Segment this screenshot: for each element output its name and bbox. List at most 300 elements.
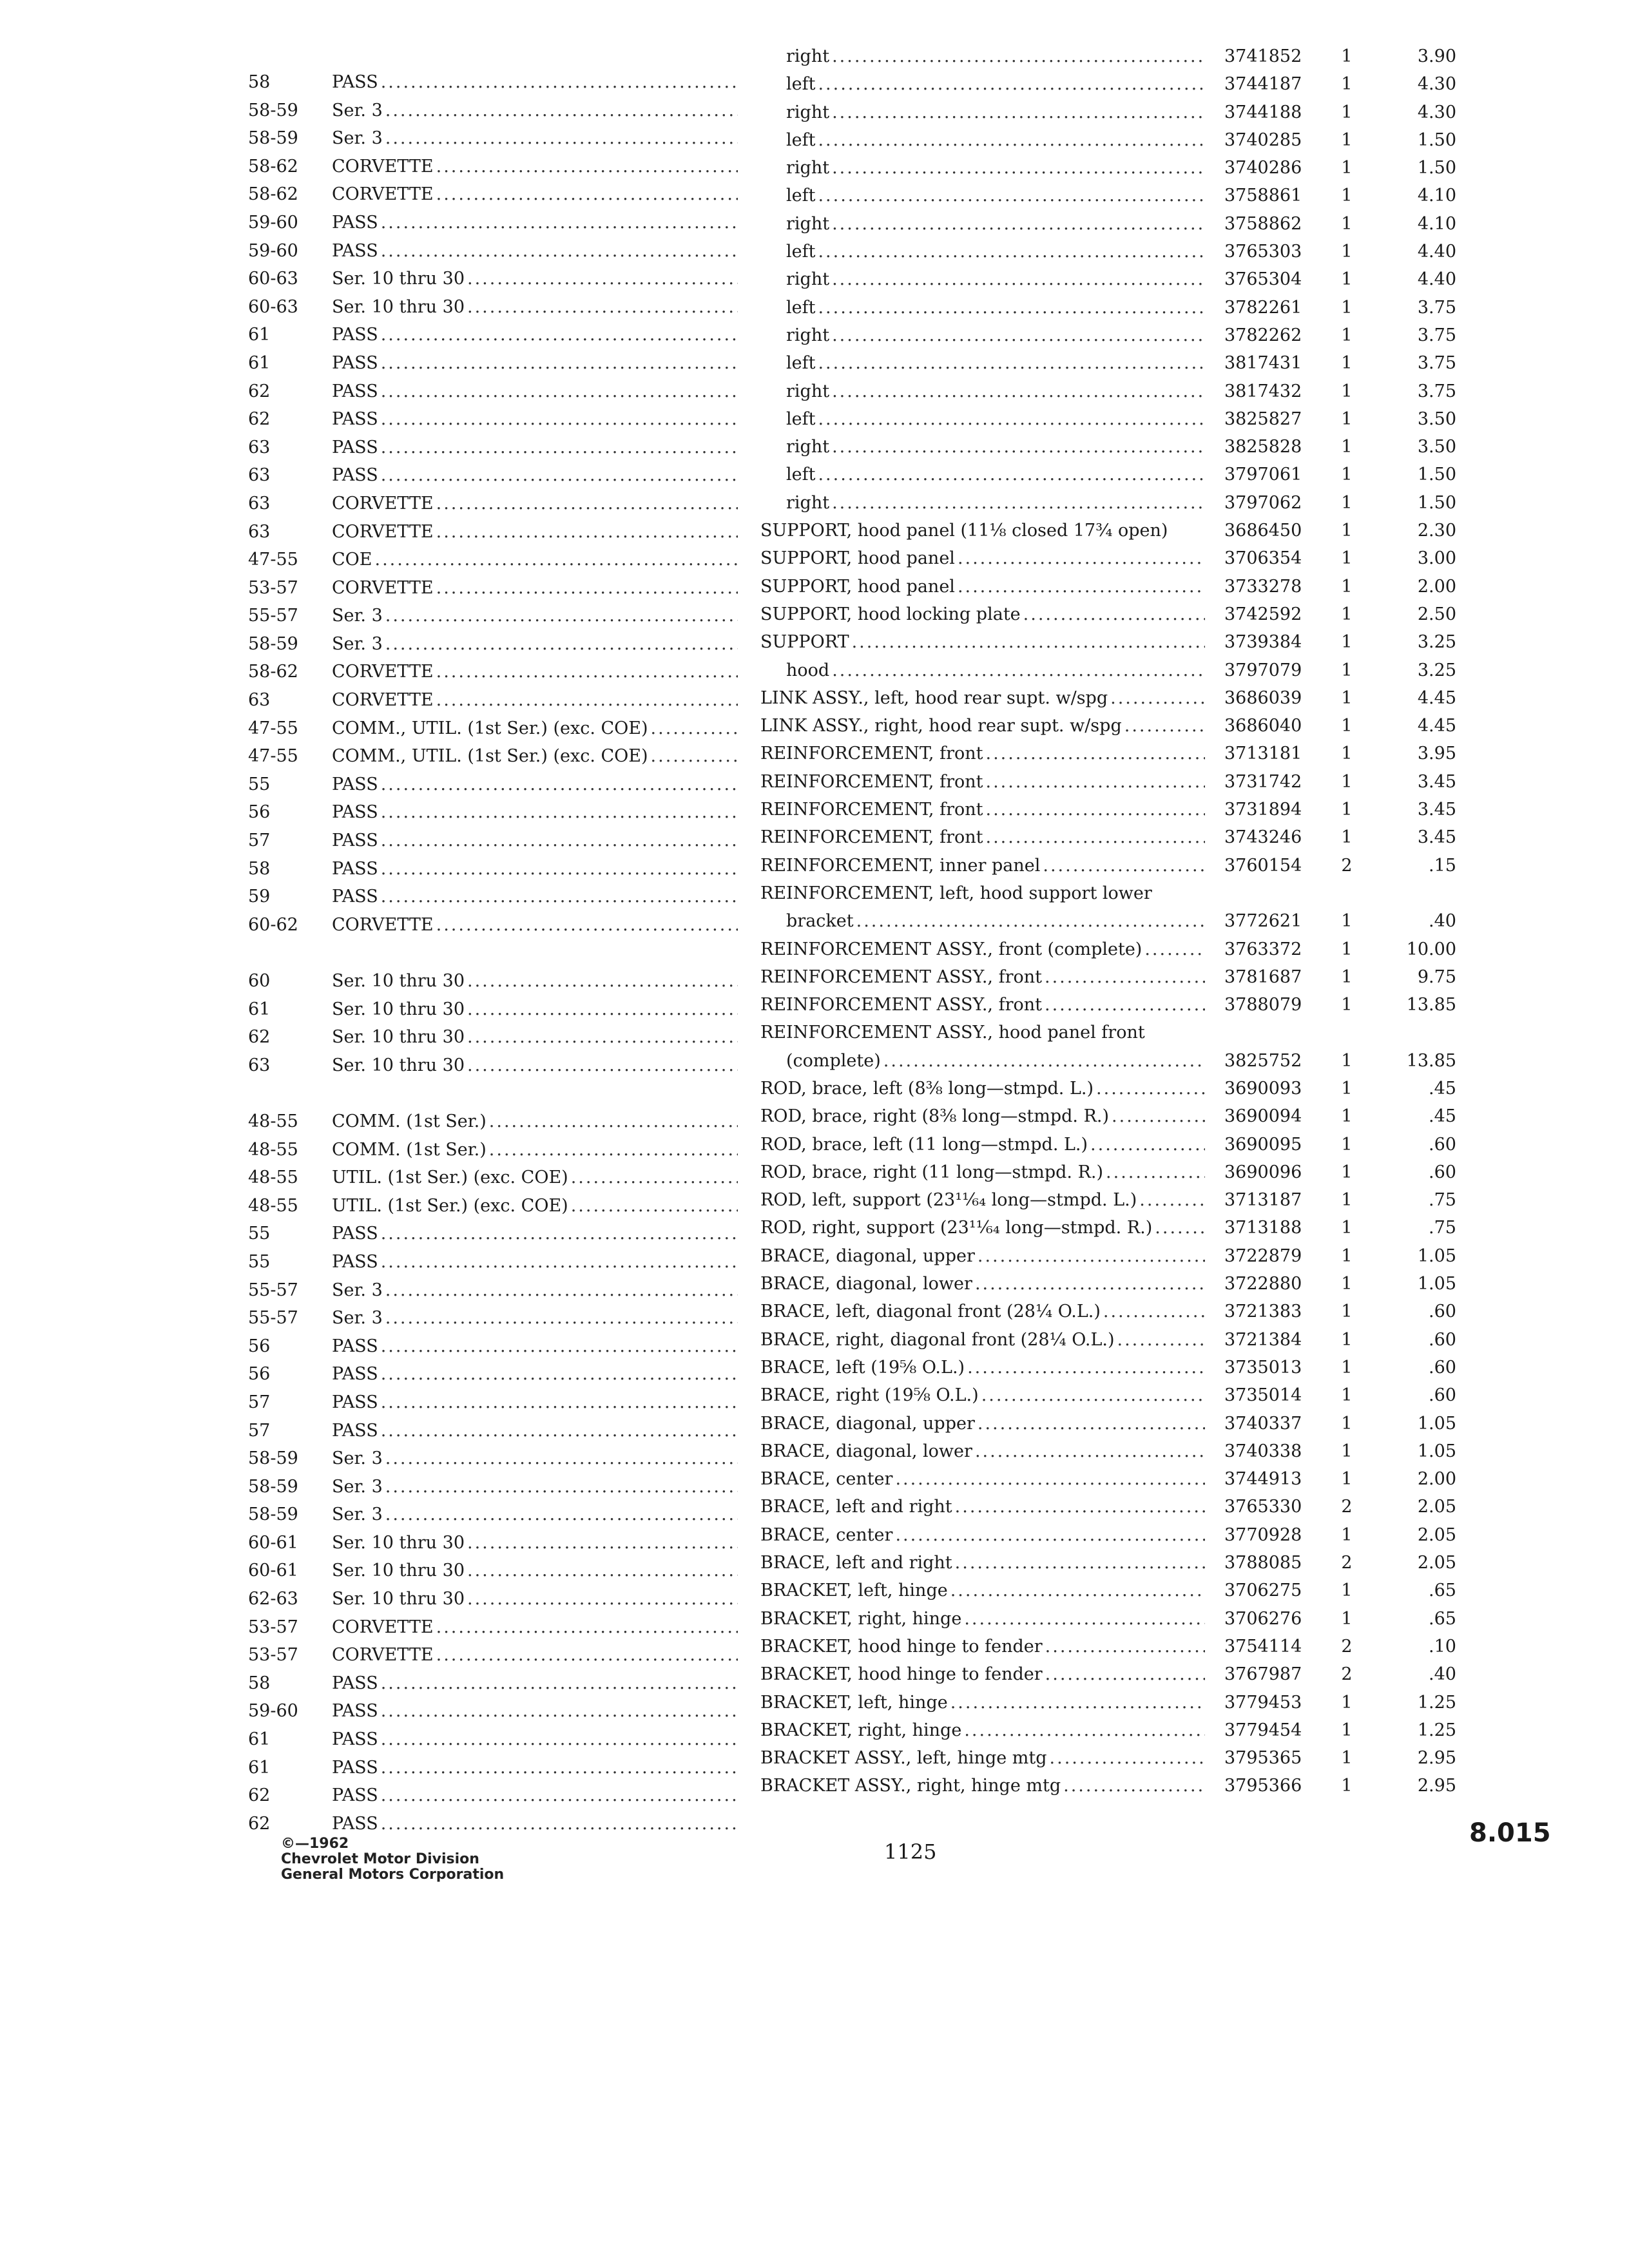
part-description (760, 1158, 1205, 1186)
part-number: 3795366 (1224, 1776, 1302, 1796)
parts-row (760, 601, 1495, 628)
part-number: 3721383 (1224, 1302, 1302, 1322)
description-text: ROD, brace, right (8⅜ long—stmpd. R.) (760, 1106, 1110, 1127)
model-application (332, 1501, 738, 1529)
part-description (760, 823, 1205, 851)
application-row (248, 237, 738, 265)
leader-dots (832, 657, 1205, 684)
part-description (760, 1605, 1205, 1633)
model-application (332, 1164, 738, 1192)
description-text: BRACKET ASSY., left, hinge mtg (760, 1748, 1047, 1769)
model-name: CORVETTE (332, 521, 434, 542)
application-row (248, 1697, 738, 1725)
quantity: 1 (1341, 771, 1353, 792)
part-number: 3706354 (1224, 548, 1302, 569)
list-price: 4.30 (1417, 74, 1456, 95)
leader-dots (381, 1754, 738, 1782)
parts-row (760, 1102, 1495, 1130)
model-year: 60-62 (248, 914, 298, 935)
quantity: 1 (1341, 800, 1353, 820)
application-row (248, 1725, 738, 1754)
leader-dots (950, 1577, 1205, 1604)
quantity: 1 (1341, 1524, 1353, 1545)
quantity: 1 (1341, 1218, 1353, 1238)
list-price: .45 (1429, 1106, 1456, 1127)
page-number: 1125 (884, 1840, 937, 1864)
model-year: 58-59 (248, 1448, 298, 1469)
list-price: 1.05 (1417, 1245, 1456, 1266)
model-year: 61 (248, 1729, 271, 1750)
application-row (248, 1641, 738, 1669)
quantity: 1 (1341, 1302, 1353, 1322)
model-year: 55-57 (248, 1280, 298, 1300)
part-description (760, 1689, 1205, 1716)
quantity: 1 (1341, 1720, 1353, 1740)
model-year: 59-60 (248, 240, 298, 261)
part-description (786, 154, 1205, 182)
leader-dots (467, 265, 738, 293)
application-row (248, 1389, 738, 1417)
leader-dots (436, 490, 738, 518)
model-year: 47-55 (248, 718, 298, 738)
description-text: BRACE, right, diagonal front (28¼ O.L.) (760, 1329, 1115, 1350)
part-description (760, 1716, 1205, 1744)
part-description (786, 182, 1205, 209)
leader-dots (467, 967, 738, 995)
model-name: UTIL. (1st Ser.) (exc. COE) (332, 1195, 568, 1216)
part-description (760, 740, 1205, 767)
model-application (332, 237, 738, 265)
application-row (248, 1304, 738, 1332)
application-row (248, 1445, 738, 1473)
leader-dots (381, 855, 738, 883)
list-price: 3.75 (1417, 381, 1456, 401)
parts-row (760, 768, 1495, 796)
part-description (760, 1354, 1205, 1381)
application-column (248, 68, 738, 1838)
model-application (332, 461, 738, 490)
model-name: Ser. 3 (332, 128, 383, 149)
list-price: 2.05 (1417, 1553, 1456, 1573)
quantity: 1 (1341, 1413, 1353, 1434)
list-price: 1.50 (1417, 158, 1456, 178)
description-text: right (786, 102, 830, 122)
description-text: BRACE, center (760, 1524, 893, 1545)
part-description (786, 294, 1205, 322)
parts-row (760, 43, 1495, 70)
leader-dots (385, 602, 738, 630)
quantity: 1 (1341, 576, 1353, 597)
leader-dots (1155, 1214, 1205, 1242)
model-application (332, 321, 738, 349)
quantity: 1 (1341, 269, 1353, 290)
leader-dots (955, 1493, 1205, 1521)
leader-dots (964, 1605, 1205, 1633)
model-application (332, 1613, 738, 1642)
quantity: 1 (1341, 1469, 1353, 1490)
part-description (786, 1047, 1205, 1075)
application-row (248, 461, 738, 490)
part-number: 3690093 (1224, 1078, 1302, 1099)
parts-row (760, 823, 1495, 851)
model-application (332, 1445, 738, 1473)
application-row (248, 1164, 738, 1192)
model-name: COMM., UTIL. (1st Ser.) (exc. COE) (332, 718, 648, 738)
quantity: 1 (1341, 911, 1353, 932)
model-year: 55 (248, 774, 271, 794)
quantity: 1 (1341, 297, 1353, 318)
parts-row (760, 1716, 1495, 1744)
leader-dots (436, 180, 738, 209)
parts-row (760, 991, 1495, 1019)
description-text: BRACE, diagonal, lower (760, 1441, 972, 1461)
part-number: 3743246 (1224, 827, 1302, 848)
parts-row (760, 322, 1495, 349)
leader-dots (950, 1689, 1205, 1716)
list-price: 13.85 (1406, 1050, 1456, 1071)
leader-dots (1112, 1102, 1205, 1130)
part-number: 3765304 (1224, 269, 1302, 290)
quantity: 1 (1341, 1581, 1353, 1601)
part-description (760, 1465, 1205, 1493)
application-row (248, 883, 738, 911)
quantity: 1 (1341, 213, 1353, 234)
application-row (248, 1529, 738, 1557)
list-price: 4.10 (1417, 186, 1456, 206)
model-application (332, 658, 738, 686)
part-number: 3686040 (1224, 716, 1302, 736)
list-price: 4.10 (1417, 213, 1456, 234)
model-name: PASS (332, 1757, 378, 1778)
application-row (248, 1108, 738, 1136)
parts-column (760, 43, 1495, 1800)
part-number: 3788085 (1224, 1553, 1302, 1573)
part-description (786, 349, 1205, 377)
model-application (332, 1697, 738, 1725)
part-description (786, 433, 1205, 461)
part-description (760, 768, 1205, 796)
leader-dots (883, 1047, 1205, 1075)
model-year: 53-57 (248, 577, 298, 598)
model-name: Ser. 10 thru 30 (332, 1561, 465, 1581)
leader-dots (1043, 852, 1205, 879)
model-year: 62 (248, 409, 271, 430)
leader-dots (1096, 1075, 1205, 1102)
model-name: PASS (332, 1729, 378, 1750)
part-number: 3740285 (1224, 130, 1302, 150)
part-number: 3754114 (1224, 1636, 1302, 1657)
part-description (786, 265, 1205, 293)
part-number: 3744188 (1224, 102, 1302, 122)
list-price: 13.85 (1406, 995, 1456, 1015)
list-price: .45 (1429, 1078, 1456, 1099)
model-application (332, 967, 738, 995)
model-year: 61 (248, 352, 271, 373)
model-name: PASS (332, 831, 378, 851)
model-name: Ser. 3 (332, 1280, 383, 1300)
parts-row (760, 126, 1495, 154)
parts-row (760, 1214, 1495, 1242)
list-price: .10 (1429, 1636, 1456, 1657)
application-row (248, 1557, 738, 1585)
leader-dots (385, 124, 738, 153)
leader-dots (818, 182, 1205, 209)
model-application (332, 1389, 738, 1417)
leader-dots (436, 1641, 738, 1669)
quantity: 1 (1341, 1608, 1353, 1629)
model-name: PASS (332, 72, 378, 92)
list-price: 1.05 (1417, 1413, 1456, 1434)
model-application (332, 1417, 738, 1445)
leader-dots (381, 461, 738, 490)
leader-dots (975, 1437, 1205, 1465)
description-text: ROD, right, support (23¹¹⁄₆₄ long—stmpd. R.) (760, 1218, 1153, 1238)
part-number: 3731894 (1224, 800, 1302, 820)
model-year: 57 (248, 831, 271, 851)
parts-row (760, 1075, 1495, 1102)
model-application (332, 1136, 738, 1164)
quantity: 1 (1341, 1274, 1353, 1294)
list-price: 3.95 (1417, 744, 1456, 764)
parts-row (760, 1047, 1495, 1075)
model-year: 48-55 (248, 1139, 298, 1160)
model-year: 62-63 (248, 1589, 298, 1610)
model-name: Ser. 10 thru 30 (332, 269, 465, 289)
description-text: BRACE, diagonal, upper (760, 1413, 975, 1434)
application-row (248, 1754, 738, 1782)
model-year: 53-57 (248, 1617, 298, 1637)
description-text: SUPPORT (760, 632, 849, 653)
quantity: 2 (1341, 1636, 1353, 1657)
leader-dots (381, 1697, 738, 1725)
leader-dots (832, 154, 1205, 182)
model-application (332, 1248, 738, 1276)
parts-row (760, 657, 1495, 684)
model-year: 61 (248, 999, 271, 1019)
model-application (332, 602, 738, 630)
part-description (786, 405, 1205, 433)
description-text: SUPPORT, hood locking plate (760, 604, 1021, 624)
leader-dots (958, 573, 1205, 601)
part-number: 3722880 (1224, 1274, 1302, 1294)
quantity: 1 (1341, 325, 1353, 345)
parts-row (760, 1270, 1495, 1298)
model-name: PASS (332, 465, 378, 486)
application-row (248, 490, 738, 518)
description-text: REINFORCEMENT, left, hood support lower (760, 883, 1152, 903)
leader-dots (385, 630, 738, 658)
part-description (786, 489, 1205, 517)
application-row (248, 1220, 738, 1248)
leader-dots (856, 907, 1205, 935)
description-text: left (786, 74, 816, 95)
model-application (332, 265, 738, 293)
parts-row (760, 1381, 1495, 1409)
list-price: 1.25 (1417, 1720, 1456, 1740)
leader-dots (385, 1501, 738, 1529)
leader-dots (436, 911, 738, 939)
parts-row (760, 349, 1495, 377)
list-price: 2.50 (1417, 604, 1456, 624)
model-year: 55-57 (248, 1308, 298, 1329)
leader-dots (818, 461, 1205, 488)
model-name: COMM. (1st Ser.) (332, 1139, 487, 1160)
description-text: BRACKET, right, hinge (760, 1720, 962, 1740)
leader-dots (381, 209, 738, 237)
model-application (332, 490, 738, 518)
leader-dots (436, 518, 738, 546)
quantity: 1 (1341, 242, 1353, 262)
part-description (786, 126, 1205, 154)
leader-dots (832, 43, 1205, 70)
leader-dots (818, 238, 1205, 265)
model-application (332, 827, 738, 855)
quantity: 1 (1341, 1385, 1353, 1406)
description-text: right (786, 492, 830, 513)
parts-row (760, 1242, 1495, 1270)
parts-row (760, 1744, 1495, 1772)
leader-dots (818, 405, 1205, 433)
model-name: PASS (332, 887, 378, 907)
description-text: SUPPORT, hood panel (11⅛ closed 17¾ open) (760, 521, 1168, 541)
leader-dots (375, 546, 738, 574)
quantity: 1 (1341, 1329, 1353, 1350)
model-application (332, 180, 738, 209)
model-application (332, 1276, 738, 1305)
list-price: 3.25 (1417, 632, 1456, 653)
model-application (332, 1332, 738, 1361)
quantity: 2 (1341, 1497, 1353, 1517)
parts-row (760, 1577, 1495, 1604)
quantity: 1 (1341, 744, 1353, 764)
leader-dots (818, 70, 1205, 98)
model-application (332, 124, 738, 153)
model-year: 58-59 (248, 100, 298, 120)
quantity: 1 (1341, 966, 1353, 987)
leader-dots (1090, 1131, 1205, 1158)
part-description (786, 238, 1205, 265)
model-application (332, 883, 738, 911)
parts-row (760, 1437, 1495, 1465)
quantity: 2 (1341, 1553, 1353, 1573)
application-row (248, 518, 738, 546)
parts-row (760, 1660, 1495, 1688)
model-name: Ser. 10 thru 30 (332, 1589, 465, 1610)
leader-dots (818, 294, 1205, 322)
part-description (786, 907, 1205, 935)
description-text: LINK ASSY., left, hood rear supt. w/spg (760, 687, 1108, 708)
leader-dots (381, 1248, 738, 1276)
application-row (248, 97, 738, 125)
model-year: 53-57 (248, 1645, 298, 1666)
model-name: CORVETTE (332, 577, 434, 598)
model-application (332, 686, 738, 715)
part-description (760, 991, 1205, 1019)
description-text: SUPPORT, hood panel (760, 576, 955, 597)
list-price: 4.30 (1417, 102, 1456, 122)
model-name: Ser. 3 (332, 633, 383, 654)
model-application (332, 349, 738, 378)
leader-dots (832, 99, 1205, 126)
model-year: 61 (248, 1757, 271, 1778)
parts-row (760, 517, 1495, 544)
model-name: Ser. 3 (332, 1476, 383, 1497)
model-application (332, 798, 738, 827)
model-name: Ser. 10 thru 30 (332, 296, 465, 317)
leader-dots (978, 1242, 1205, 1270)
description-text: BRACE, left and right (760, 1553, 952, 1573)
model-year: 58-59 (248, 633, 298, 654)
model-name: PASS (332, 858, 378, 879)
parts-row (760, 1633, 1495, 1660)
list-price: 3.25 (1417, 660, 1456, 680)
list-price: 4.40 (1417, 269, 1456, 290)
part-number: 3739384 (1224, 632, 1302, 653)
model-application (332, 855, 738, 883)
leader-dots (852, 628, 1205, 656)
description-text: BRACE, center (760, 1469, 893, 1490)
part-description (760, 936, 1205, 963)
list-price: 3.45 (1417, 827, 1456, 848)
model-year: 63 (248, 465, 271, 486)
leader-dots (1117, 1326, 1206, 1354)
part-number: 3760154 (1224, 855, 1302, 876)
part-number: 3740337 (1224, 1413, 1302, 1434)
part-description (760, 1214, 1205, 1242)
model-application (332, 1725, 738, 1754)
leader-dots (381, 1669, 738, 1698)
quantity: 1 (1341, 381, 1353, 401)
list-price: 3.75 (1417, 297, 1456, 318)
application-row (248, 1501, 738, 1529)
model-application (332, 1669, 738, 1698)
part-description (760, 1521, 1205, 1549)
part-description (760, 963, 1205, 991)
section-number: 8.015 (1469, 1818, 1551, 1848)
part-description (760, 1326, 1205, 1354)
description-text: BRACE, left and right (760, 1497, 952, 1517)
part-number: 3788079 (1224, 995, 1302, 1015)
model-year: 58-62 (248, 662, 298, 682)
parts-row (760, 573, 1495, 601)
model-name: PASS (332, 1673, 378, 1693)
list-price: .75 (1429, 1218, 1456, 1238)
leader-dots (1110, 684, 1205, 712)
application-row (248, 68, 738, 97)
model-name: PASS (332, 1701, 378, 1722)
list-price: 2.05 (1417, 1497, 1456, 1517)
model-application (332, 1810, 738, 1838)
model-name: CORVETTE (332, 184, 434, 205)
application-row (248, 1023, 738, 1052)
leader-dots (467, 1023, 738, 1052)
model-application (332, 293, 738, 322)
application-row (248, 1669, 738, 1698)
part-number: 3744187 (1224, 74, 1302, 95)
quantity: 1 (1341, 465, 1353, 485)
model-year: 58-62 (248, 184, 298, 205)
leader-dots (381, 883, 738, 911)
model-application (332, 911, 738, 939)
quantity: 1 (1341, 660, 1353, 680)
description-text: right (786, 158, 830, 178)
leader-dots (381, 1389, 738, 1417)
parts-row (760, 936, 1495, 963)
part-number: 3706276 (1224, 1608, 1302, 1629)
model-application (332, 771, 738, 799)
application-row (248, 827, 738, 855)
application-row (248, 1473, 738, 1501)
